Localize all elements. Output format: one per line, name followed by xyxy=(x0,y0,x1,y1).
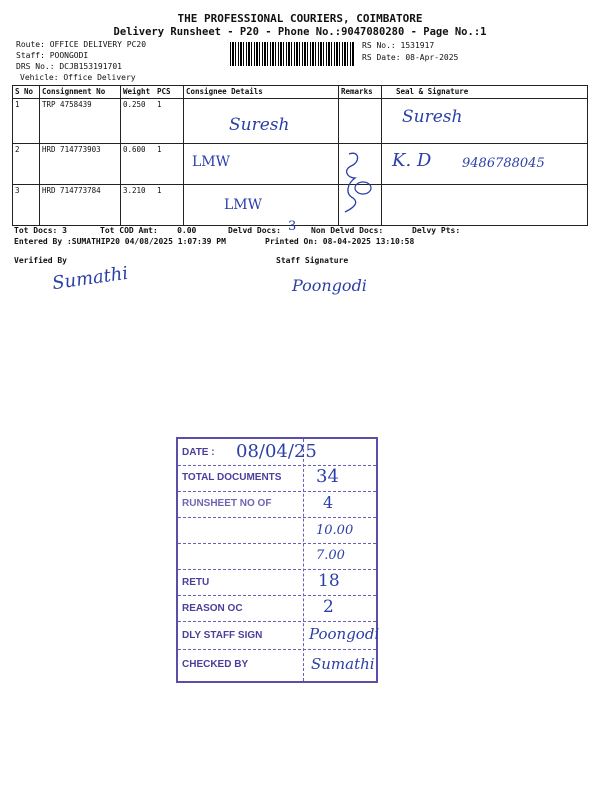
remarks-scribble-icon xyxy=(341,148,375,218)
barcode-image xyxy=(230,42,355,66)
stamp-row xyxy=(178,621,380,650)
stamp-value: 34 xyxy=(316,466,339,487)
stamp-label: REASON OC xyxy=(182,603,243,614)
entered-by: Entered By :SUMATHIP20 04/08/2025 1:07:39 PM xyxy=(14,237,226,246)
stamp-row-date xyxy=(178,439,376,466)
consignee-handwriting: LMW xyxy=(192,154,231,170)
vehicle-text: Vehicle: Office Delivery xyxy=(20,73,136,82)
stamp-date-value: 08/04/25 xyxy=(236,441,317,462)
col-sno: S No xyxy=(13,86,40,99)
row-consignment: HRD 714773903 xyxy=(40,144,121,185)
table-row xyxy=(13,99,588,144)
non-delivered-docs: Non Delvd Docs: xyxy=(311,226,384,235)
table-row xyxy=(13,185,588,226)
stamp-value: 18 xyxy=(318,571,340,591)
col-seal: Seal & Signature xyxy=(382,86,588,99)
total-cod: Tot COD Amt: 0.00 xyxy=(100,226,197,235)
row-weight: 0.250 xyxy=(121,99,156,144)
rs-number: RS No.: 1531917 xyxy=(362,41,435,50)
row-pcs: 1 xyxy=(155,144,184,185)
stamp-row xyxy=(178,595,376,622)
verification-stamp xyxy=(176,437,378,683)
row-consignee xyxy=(184,185,339,226)
row-weight: 3.210 xyxy=(121,185,156,226)
row-remarks xyxy=(339,99,382,144)
row-seal xyxy=(382,185,588,226)
seal-handwriting: Suresh xyxy=(402,107,463,127)
row-sno: 2 xyxy=(13,144,40,185)
row-pcs: 1 xyxy=(155,185,184,226)
stamp-row xyxy=(178,491,376,518)
row-consignment: TRP 4758439 xyxy=(40,99,121,144)
delivered-docs-value: 3 xyxy=(288,219,297,234)
row-consignee xyxy=(184,99,339,144)
row-consignee xyxy=(184,144,339,185)
staff-signature-label: Staff Signature xyxy=(276,256,349,265)
runsheet-subtitle: Delivery Runsheet - P20 - Phone No.:9047080280 - Page No.:1 xyxy=(113,26,487,38)
col-consignee: Consignee Details xyxy=(184,86,339,99)
row-seal xyxy=(382,99,588,144)
stamp-value: 4 xyxy=(323,493,334,512)
consignee-handwriting: LMW xyxy=(224,197,263,213)
stamp-row xyxy=(178,517,376,544)
row-remarks xyxy=(339,144,382,185)
row-weight: 0.600 xyxy=(121,144,156,185)
company-title: THE PROFESSIONAL COURIERS, COIMBATORE xyxy=(177,12,423,25)
printed-on: Printed On: 08-04-2025 13:10:58 xyxy=(265,237,415,246)
col-pcs: PCS xyxy=(155,86,184,99)
staff-signature: Poongodi xyxy=(292,276,367,295)
stamp-value: Sumathi xyxy=(311,655,375,673)
runsheet-table xyxy=(12,85,588,226)
col-weight: Weight xyxy=(121,86,156,99)
stamp-label: RETU xyxy=(182,577,210,588)
stamp-label: TOTAL DOCUMENTS xyxy=(182,472,282,483)
route-text: Route: OFFICE DELIVERY PC20 xyxy=(16,40,147,49)
row-consignment: HRD 714773784 xyxy=(40,185,121,226)
stamp-label: DLY STAFF SIGN xyxy=(182,630,263,641)
row-sno: 3 xyxy=(13,185,40,226)
verified-signature: Sumathi xyxy=(50,262,130,295)
stamp-row xyxy=(178,649,376,679)
row-pcs: 1 xyxy=(155,99,184,144)
table-row xyxy=(13,144,588,185)
col-consignment: Consignment No xyxy=(40,86,121,99)
seal-handwriting: K. D xyxy=(392,150,432,171)
stamp-label: RUNSHEET NO OF xyxy=(182,498,272,509)
stamp-value: 10.00 xyxy=(316,523,354,538)
col-remarks: Remarks xyxy=(339,86,382,99)
stamp-label: CHECKED BY xyxy=(182,659,249,670)
drs-text: DRS No.: DCJB153191701 xyxy=(16,62,122,71)
stamp-date-label: DATE : xyxy=(182,447,215,458)
consignee-handwriting: Suresh xyxy=(229,115,290,135)
phone-handwriting: 9486788045 xyxy=(462,156,545,171)
delivery-points: Delvy Pts: xyxy=(412,226,461,235)
stamp-value: 7.00 xyxy=(316,548,345,563)
stamp-row xyxy=(178,569,376,596)
row-sno: 1 xyxy=(13,99,40,144)
stamp-row xyxy=(178,465,376,492)
verified-by-label: Verified By xyxy=(14,256,67,265)
stamp-value: 2 xyxy=(323,597,334,617)
delivered-docs-label: Delvd Docs: xyxy=(228,226,281,235)
table-header-row xyxy=(13,86,588,99)
stamp-row xyxy=(178,543,376,570)
stamp-value: Poongodi xyxy=(309,625,380,643)
row-seal xyxy=(382,144,588,185)
rs-date: RS Date: 08-Apr-2025 xyxy=(362,53,459,62)
total-docs: Tot Docs: 3 xyxy=(14,226,67,235)
staff-text: Staff: POONGODI xyxy=(16,51,89,60)
